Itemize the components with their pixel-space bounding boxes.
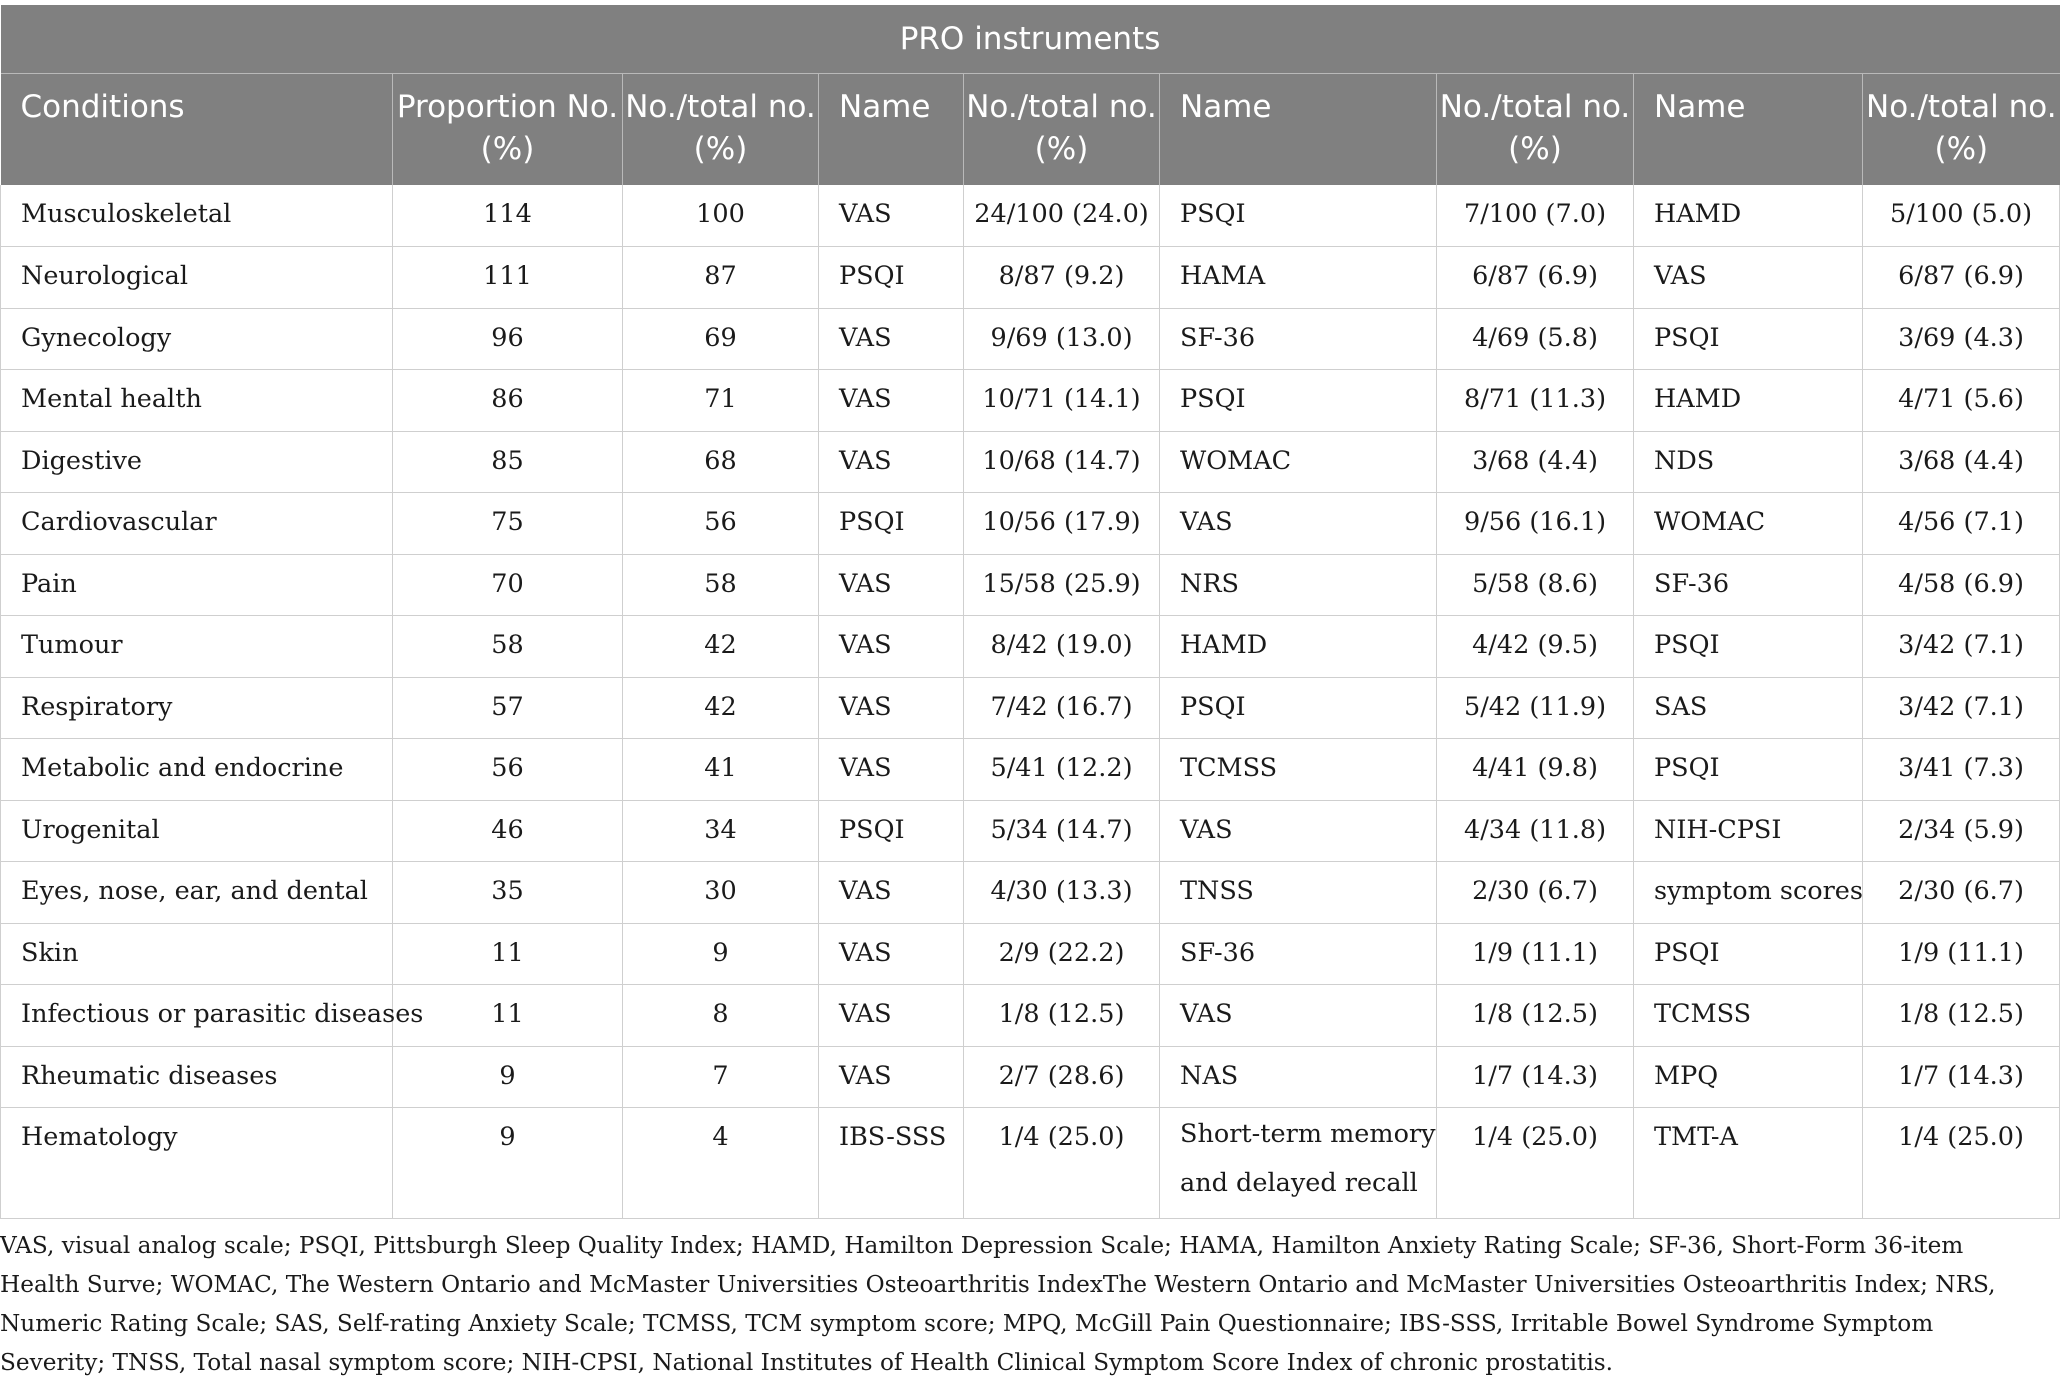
instrument-2-count-cell: 9/56 (16.1) [1437, 493, 1634, 555]
column-header: No./total no. (%) [1863, 73, 2060, 185]
table-row [1, 370, 2060, 432]
instrument-3-name-cell: HAMD [1634, 370, 1863, 432]
instrument-1-name-cell: VAS [819, 1046, 964, 1108]
proportion-cell: 85 [393, 431, 623, 493]
table-row [1, 493, 2060, 555]
instrument-2-name-cell: PSQI [1160, 677, 1437, 739]
table-row [1, 1046, 2060, 1108]
proportion-cell: 111 [393, 247, 623, 309]
table-row [1, 739, 2060, 801]
instrument-2-name-cell: HAMA [1160, 247, 1437, 309]
instrument-2-name-cell: NRS [1160, 554, 1437, 616]
instrument-2-count-cell: 7/100 (7.0) [1437, 185, 1634, 247]
condition-cell: Hematology [1, 1108, 393, 1219]
total-cell: 100 [623, 185, 819, 247]
condition-cell: Mental health [1, 370, 393, 432]
instrument-1-name-cell: VAS [819, 185, 964, 247]
proportion-cell: 46 [393, 800, 623, 862]
instrument-3-name-cell: PSQI [1634, 923, 1863, 985]
table-row [1, 185, 2060, 247]
column-header: No./total no. (%) [623, 73, 819, 185]
instrument-3-name-cell: SAS [1634, 677, 1863, 739]
instrument-3-count-cell: 3/68 (4.4) [1863, 431, 2060, 493]
total-cell: 87 [623, 247, 819, 309]
instrument-1-name-cell: IBS-SSS [819, 1108, 964, 1219]
table-row [1, 308, 2060, 370]
proportion-cell: 96 [393, 308, 623, 370]
instrument-2-count-cell: 4/34 (11.8) [1437, 800, 1634, 862]
instrument-3-count-cell: 1/9 (11.1) [1863, 923, 2060, 985]
instrument-2-name-cell: WOMAC [1160, 431, 1437, 493]
instrument-1-count-cell: 5/34 (14.7) [964, 800, 1160, 862]
condition-cell: Pain [1, 554, 393, 616]
proportion-cell: 11 [393, 985, 623, 1047]
instrument-2-name-cell: TNSS [1160, 862, 1437, 924]
instrument-1-name-cell: PSQI [819, 493, 964, 555]
instrument-1-name-cell: VAS [819, 308, 964, 370]
instrument-1-name-cell: VAS [819, 739, 964, 801]
instrument-2-name-cell: HAMD [1160, 616, 1437, 678]
total-cell: 68 [623, 431, 819, 493]
proportion-cell: 9 [393, 1108, 623, 1219]
instrument-1-count-cell: 9/69 (13.0) [964, 308, 1160, 370]
instrument-3-name-cell: HAMD [1634, 185, 1863, 247]
instrument-2-name-cell: VAS [1160, 985, 1437, 1047]
instrument-2-count-cell: 6/87 (6.9) [1437, 247, 1634, 309]
instrument-3-count-cell: 1/8 (12.5) [1863, 985, 2060, 1047]
instrument-2-count-cell: 5/58 (8.6) [1437, 554, 1634, 616]
instrument-3-name-cell: VAS [1634, 247, 1863, 309]
instrument-1-count-cell: 1/4 (25.0) [964, 1108, 1160, 1219]
total-cell: 56 [623, 493, 819, 555]
instrument-3-count-cell: 2/30 (6.7) [1863, 862, 2060, 924]
table-row [1, 923, 2060, 985]
instrument-1-name-cell: VAS [819, 554, 964, 616]
instrument-1-count-cell: 2/9 (22.2) [964, 923, 1160, 985]
total-cell: 71 [623, 370, 819, 432]
proportion-cell: 86 [393, 370, 623, 432]
total-cell: 8 [623, 985, 819, 1047]
instrument-2-name-cell: Short-term memory and delayed recall [1160, 1108, 1437, 1219]
instrument-1-count-cell: 10/56 (17.9) [964, 493, 1160, 555]
instrument-3-count-cell: 3/69 (4.3) [1863, 308, 2060, 370]
instrument-1-name-cell: VAS [819, 923, 964, 985]
instrument-3-name-cell: TCMSS [1634, 985, 1863, 1047]
instrument-2-count-cell: 5/42 (11.9) [1437, 677, 1634, 739]
table-row [1, 1108, 2060, 1219]
instrument-2-name-cell: SF-36 [1160, 308, 1437, 370]
instrument-2-count-cell: 1/8 (12.5) [1437, 985, 1634, 1047]
instrument-3-name-cell: NDS [1634, 431, 1863, 493]
condition-cell: Urogenital [1, 800, 393, 862]
instrument-1-name-cell: VAS [819, 370, 964, 432]
instrument-3-count-cell: 3/42 (7.1) [1863, 677, 2060, 739]
instrument-3-count-cell: 4/56 (7.1) [1863, 493, 2060, 555]
instrument-2-count-cell: 4/41 (9.8) [1437, 739, 1634, 801]
instrument-1-name-cell: PSQI [819, 800, 964, 862]
table-row [1, 247, 2060, 309]
table-row [1, 862, 2060, 924]
instrument-1-count-cell: 7/42 (16.7) [964, 677, 1160, 739]
proportion-cell: 70 [393, 554, 623, 616]
instrument-3-name-cell: PSQI [1634, 308, 1863, 370]
table-row [1, 800, 2060, 862]
total-cell: 42 [623, 616, 819, 678]
instrument-1-count-cell: 10/71 (14.1) [964, 370, 1160, 432]
condition-cell: Metabolic and endocrine [1, 739, 393, 801]
instrument-2-name-cell: SF-36 [1160, 923, 1437, 985]
instrument-2-name-cell: PSQI [1160, 370, 1437, 432]
instrument-2-count-cell: 8/71 (11.3) [1437, 370, 1634, 432]
condition-cell: Gynecology [1, 308, 393, 370]
column-header: Name [819, 73, 964, 185]
instrument-3-name-cell: MPQ [1634, 1046, 1863, 1108]
table-row [1, 677, 2060, 739]
instrument-2-count-cell: 4/69 (5.8) [1437, 308, 1634, 370]
total-cell: 34 [623, 800, 819, 862]
instrument-2-name-cell: VAS [1160, 800, 1437, 862]
instrument-1-count-cell: 2/7 (28.6) [964, 1046, 1160, 1108]
condition-cell: Digestive [1, 431, 393, 493]
total-cell: 58 [623, 554, 819, 616]
group-header-row [1, 5, 2060, 73]
instrument-3-count-cell: 4/58 (6.9) [1863, 554, 2060, 616]
instrument-2-count-cell: 1/7 (14.3) [1437, 1046, 1634, 1108]
group-header-title: PRO instruments [1, 5, 2060, 73]
instrument-2-name-cell: PSQI [1160, 185, 1437, 247]
condition-cell: Cardiovascular [1, 493, 393, 555]
instrument-3-count-cell: 1/7 (14.3) [1863, 1046, 2060, 1108]
total-cell: 41 [623, 739, 819, 801]
instrument-1-name-cell: PSQI [819, 247, 964, 309]
column-header: Conditions [1, 73, 393, 185]
instrument-3-count-cell: 5/100 (5.0) [1863, 185, 2060, 247]
pro-instruments-table-container [0, 5, 2059, 1219]
instrument-1-count-cell: 24/100 (24.0) [964, 185, 1160, 247]
instrument-2-name-cell: VAS [1160, 493, 1437, 555]
column-header: No./total no. (%) [964, 73, 1160, 185]
column-header: Proportion No. (%) [393, 73, 623, 185]
instrument-1-name-cell: VAS [819, 677, 964, 739]
column-header: Name [1634, 73, 1863, 185]
instrument-1-count-cell: 8/42 (19.0) [964, 616, 1160, 678]
instrument-1-count-cell: 15/58 (25.9) [964, 554, 1160, 616]
instrument-3-count-cell: 3/42 (7.1) [1863, 616, 2060, 678]
table-row [1, 616, 2060, 678]
instrument-3-name-cell: TMT-A [1634, 1108, 1863, 1219]
instrument-2-name-cell: TCMSS [1160, 739, 1437, 801]
proportion-cell: 11 [393, 923, 623, 985]
total-cell: 42 [623, 677, 819, 739]
instrument-2-count-cell: 3/68 (4.4) [1437, 431, 1634, 493]
pro-instruments-table [0, 5, 2060, 1219]
total-cell: 4 [623, 1108, 819, 1219]
proportion-cell: 75 [393, 493, 623, 555]
instrument-1-count-cell: 4/30 (13.3) [964, 862, 1160, 924]
instrument-2-count-cell: 1/9 (11.1) [1437, 923, 1634, 985]
instrument-3-name-cell: PSQI [1634, 739, 1863, 801]
condition-cell: Rheumatic diseases [1, 1046, 393, 1108]
instrument-3-count-cell: 1/4 (25.0) [1863, 1108, 2060, 1219]
total-cell: 7 [623, 1046, 819, 1108]
proportion-cell: 35 [393, 862, 623, 924]
instrument-1-count-cell: 10/68 (14.7) [964, 431, 1160, 493]
condition-cell: Skin [1, 923, 393, 985]
proportion-cell: 56 [393, 739, 623, 801]
instrument-3-count-cell: 6/87 (6.9) [1863, 247, 2060, 309]
proportion-cell: 114 [393, 185, 623, 247]
instrument-3-count-cell: 3/41 (7.3) [1863, 739, 2060, 801]
instrument-2-name-cell: NAS [1160, 1046, 1437, 1108]
condition-cell: Musculoskeletal [1, 185, 393, 247]
instrument-1-name-cell: VAS [819, 431, 964, 493]
instrument-2-count-cell: 4/42 (9.5) [1437, 616, 1634, 678]
table-row [1, 985, 2060, 1047]
instrument-3-name-cell: NIH-CPSI [1634, 800, 1863, 862]
instrument-3-name-cell: PSQI [1634, 616, 1863, 678]
proportion-cell: 58 [393, 616, 623, 678]
instrument-3-name-cell: SF-36 [1634, 554, 1863, 616]
instrument-1-count-cell: 5/41 (12.2) [964, 739, 1160, 801]
instrument-2-count-cell: 1/4 (25.0) [1437, 1108, 1634, 1219]
total-cell: 69 [623, 308, 819, 370]
condition-cell: Tumour [1, 616, 393, 678]
instrument-1-count-cell: 8/87 (9.2) [964, 247, 1160, 309]
total-cell: 9 [623, 923, 819, 985]
total-cell: 30 [623, 862, 819, 924]
column-header-row [1, 73, 2060, 185]
condition-cell: Infectious or parasitic diseases [1, 985, 393, 1047]
table-row [1, 554, 2060, 616]
instrument-1-name-cell: VAS [819, 862, 964, 924]
column-header: Name [1160, 73, 1437, 185]
condition-cell: Neurological [1, 247, 393, 309]
column-header: No./total no. (%) [1437, 73, 1634, 185]
proportion-cell: 9 [393, 1046, 623, 1108]
instrument-1-name-cell: VAS [819, 985, 964, 1047]
instrument-3-name-cell: WOMAC [1634, 493, 1863, 555]
table-row [1, 431, 2060, 493]
instrument-3-count-cell: 4/71 (5.6) [1863, 370, 2060, 432]
instrument-1-name-cell: VAS [819, 616, 964, 678]
condition-cell: Eyes, nose, ear, and dental [1, 862, 393, 924]
instrument-1-count-cell: 1/8 (12.5) [964, 985, 1160, 1047]
instrument-3-count-cell: 2/34 (5.9) [1863, 800, 2060, 862]
condition-cell: Respiratory [1, 677, 393, 739]
instrument-3-name-cell: symptom scores [1634, 862, 1863, 924]
instrument-2-count-cell: 2/30 (6.7) [1437, 862, 1634, 924]
proportion-cell: 57 [393, 677, 623, 739]
table-footnote: VAS, visual analog scale; PSQI, Pittsburgh Sleep Quality Index; HAMD, Hamilton Depression Scale; HAMA, Hamilton Anxiety Rating Scale; SF-36, Short-Form 36-item Health Surve; WOMAC, The Western Ontario and McMaster Universities Osteoarthritis IndexThe Western Ontario and McMaster Universities Osteoarthritis Index; NRS, Numeric Rating Scale; SAS, Self-rating Anxiety Scale; TCMSS, TCM symptom score; MPQ, McGill Pain Questionnaire; IBS-SSS, Irritable Bowel Syndrome Symptom Severity; TNSS, Total nasal symptom score; NIH-CPSI, National Institutes of Health Clinical Symptom Score Index of chronic prostatitis. [0, 1232, 1996, 1376]
